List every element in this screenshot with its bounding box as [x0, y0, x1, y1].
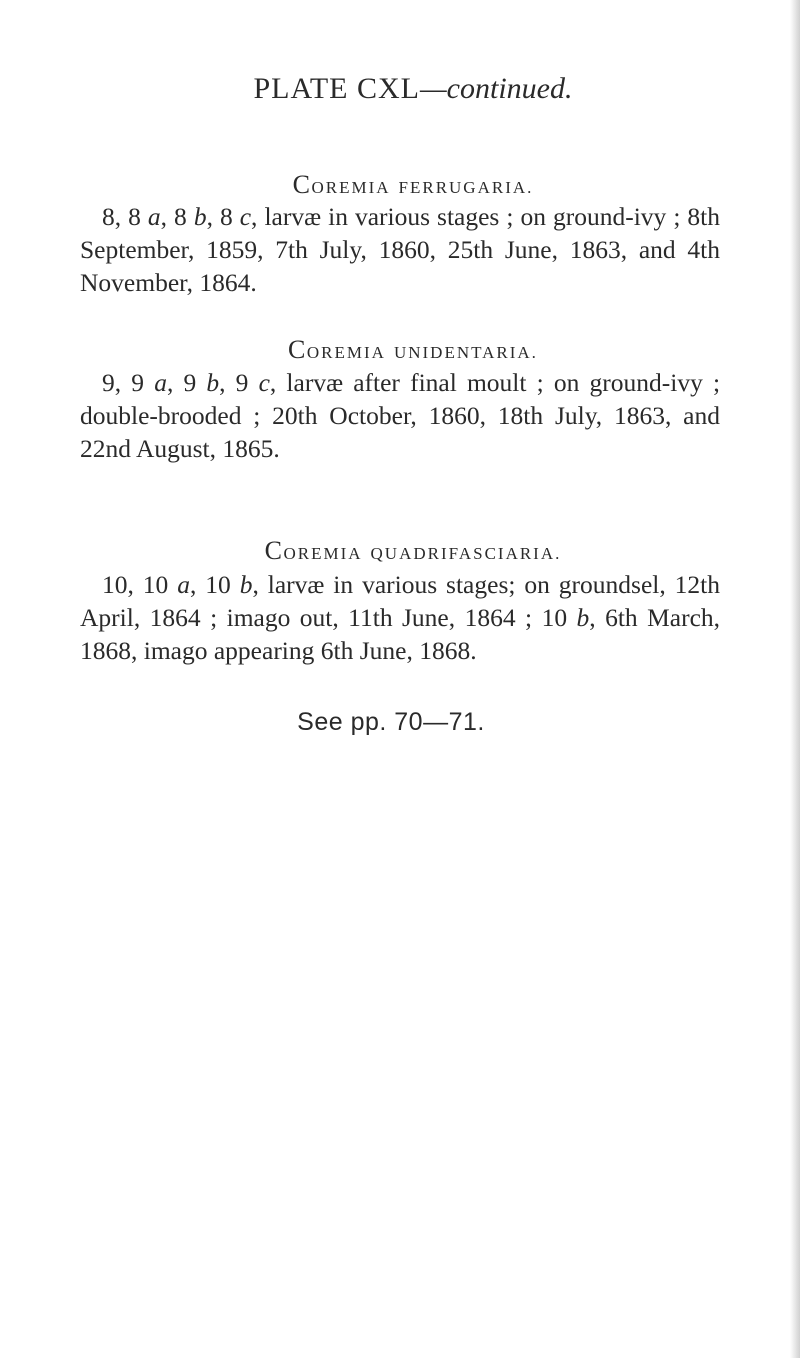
species-name: UNIDENTARIA. [393, 343, 538, 362]
plate-title [0, 72, 800, 106]
fig-number: 10 [205, 570, 231, 599]
fig-number: 10 [142, 570, 169, 599]
plate-title-main: PLATE CXL [253, 72, 420, 105]
description-unidentaria: 9, 9 a, 9 b, 9 c, larvæ after final moult ; on ground-ivy ; double-brooded ; 20th October, 1860, 18th July, 1863, and 22nd August, 1865. [80, 368, 721, 463]
genus-rest: OREMIA [306, 343, 386, 362]
fig-number: 10 [102, 570, 128, 599]
genus-rest: OREMIA [311, 178, 391, 197]
genus-initial: C [288, 335, 307, 364]
fig-number: 8 [174, 202, 187, 231]
fig-number: 8 [219, 202, 233, 231]
description-ferrugaria: 8, 8 a, 8 b, 8 c, larvæ in various stages ; on ground-ivy ; 8th September, 1859, 7th July, 1860, 25th June, 1863, and 4th November, 1864. [80, 202, 721, 297]
fig-number: 8 [128, 202, 141, 231]
fig-number: 9 [183, 368, 197, 397]
fig-number: 9 [102, 368, 115, 397]
description-quadrifasciaria: 10, 10 a, 10 b, larvæ in various stages; on groundsel, 12th April, 1864 ; imago out, 11th June, 1864 ; 10 b, 6th March, 1868, imago appearing 6th June, 1868. [80, 570, 721, 665]
fig-number: 8 [102, 202, 115, 231]
description-text: 6th March, 1868, imago appearing 6th June, 1868. [80, 603, 721, 665]
fig-number: 10 [541, 603, 568, 632]
genus-initial: C [292, 170, 312, 199]
species-name: QUADRIFASCIARIA. [370, 544, 562, 563]
plate-title-continued: —continued. [420, 72, 573, 105]
page-reference: See pp. 70—71. [297, 708, 485, 736]
genus-initial: C [264, 536, 284, 565]
fig-number: 9 [235, 368, 249, 397]
page-edge-shadow [790, 0, 800, 1358]
description-text: larvæ after final moult ; on ground-ivy ; double-brooded ; 20th October, 1860, 18th July, 1863, and 22nd August, 1865. [80, 368, 721, 463]
genus-rest: OREMIA [283, 544, 363, 563]
species-heading-ferrugaria [0, 170, 800, 200]
species-heading-unidentaria [0, 335, 800, 365]
species-name: FERRUGARIA. [398, 178, 534, 197]
fig-number: 9 [131, 368, 145, 397]
description-text: larvæ in various stages ; on ground-ivy ; 8th September, 1859, 7th July, 1860, 25th June, 1863, and 4th November, 1864. [80, 202, 721, 297]
description-text: larvæ in various stages; on groundsel, 12th April, 1864 ; imago out, 11th June, 1864 ; [80, 570, 720, 632]
species-heading-quadrifasciaria [0, 536, 800, 566]
